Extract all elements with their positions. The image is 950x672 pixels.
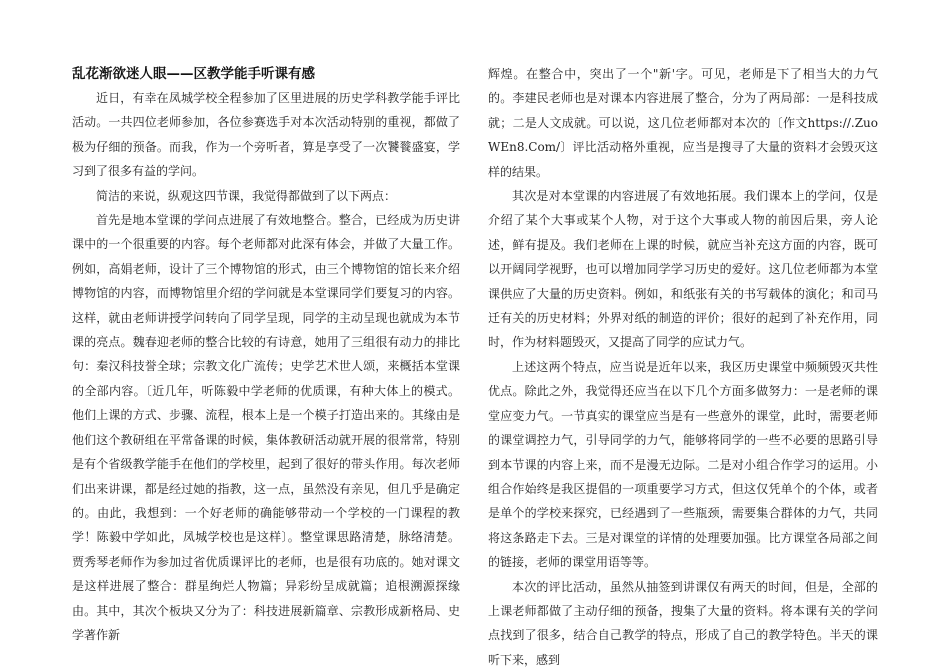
paragraph: 其次是对本堂课的内容进展了有效地拓展。我们课本上的学问，仅是介绍了某个大事或某个人物，对于这个大事或人物的前因后果，旁人论述，鲜有提及。我们老师在上课的时候，就应当补充这方面的内容，既可以开阔同学视野，也可以增加同学学习历史的爱好。这几位老师都为本堂课供应了大量的历史资料。例如，和纸张有关的书写载体的演化；和司马迁有关的历史材料；外界对纸的制造的评价；很好的起到了补充作用，同时，作为材料题毁灭，又提高了同学的应试力气。 xyxy=(488,189,878,350)
paragraph: 上述这两个特点，应当说是近年以来，我区历史课堂中频频毁灭共性优点。除此之外，我觉得还应当在以下几个方面多做努力：一是老师的课堂应变力气。一节真实的课堂应当是有一些意外的课堂，此时，需要老师的课堂调控力气，引导同学的力气，能够将同学的一些不必要的思路引导到本节课的内容上来，而不是漫无边际。二是对小组合作学习的运用。小组合作始终是我区提倡的一项重要学习方式，但这仅凭单个的个体，或者是单个的学校来探究，已经遇到了一些瓶颈，需要集合群体的力气，共同将这条路走下去。三是对课堂的详情的处理要加强。比方课堂各局部之间的链接，老师的课堂用语等等。 xyxy=(488,359,878,570)
left-column xyxy=(72,62,460,647)
paragraph: 本次的评比活动，虽然从抽签到讲课仅有两天的时间，但是，全部的上课老师都做了主动仔细的预备，搜集了大量的资料。将本课有关的学问点找到了很多，结合自己教学的特点，形成了自己的教学特色。半天的课听下来，感到 xyxy=(488,579,878,667)
paragraph-continuation: 辉煌。在整合中，突出了一个"新'字。可见，老师是下了相当大的力气的。李建民老师也是对课本内容进展了整合，分为了两局部：一是科技成就；二是人文成就。可以说，这几位老师都对本次的〔作文https://.ZuoWEn8.Com/〕评比活动格外重视，应当是搜寻了大量的资料才会毁灭这样的结果。 xyxy=(488,67,878,179)
paragraph: 近日，有幸在凤城学校全程参加了区里进展的历史学科教学能手评比活动。一共四位老师参加，各位参赛选手对本次活动特别的重视，都做了极为仔细的预备。而我，作为一个旁听者，算是享受了一次饕餮盛宴，学习到了很多有益的学问。 xyxy=(72,91,460,179)
document-title: 乱花渐欲迷人眼——区教学能手听课有感 xyxy=(72,66,315,82)
paragraph: 首先是地本堂课的学问点进展了有效地整合。整合，已经成为历史讲课中的一个很重要的内容。每个老师都对此深有体会，并做了大量工作。例如，高娟老师，设计了三个博物馆的形式，由三个博物馆的馆长来介绍博物馆的内容，而博物馆里介绍的学问就是本堂课同学们要复习的内容。这样，就由老师讲授学问转向了同学呈现，同学的主动呈现也就成为本节课的亮点。魏春迎老师的整合比较的有诗意，她用了三组很有动力的排比句：秦汉科技誉全球；宗教文化广流传；史学艺术世人颂，来概括本堂课的全部内容。〔近几年，听陈毅中学老师的优质课，有种大体上的模式。他们上课的方式、步骤、流程，根本上是一个模子打造出来的。其缘由是他们这个教研组在平常备课的时候，集体教研活动就开展的很常常，特别是有个省级教学能手在他们的学校里，起到了很好的带头作用。每次老师们出来讲课，都是经过她的指教，这一点，虽然没有亲见，但几乎是确定的。由此，我想到：一个好老师的确能够带动一个学校的一门课程的教学！陈毅中学如此，凤城学校也是这样〕。整堂课思路清楚，脉络清楚。贾秀琴老师作为参加过省优质课评比的老师，也是很有功底的。她对课文是这样进展了整合：群星绚烂人物篇；异彩纷呈成就篇；追根溯源探缘由。其中，其次个板块又分为了：科技进展新篇章、宗教形成新格局、史学著作新 xyxy=(72,213,460,642)
right-column xyxy=(488,62,878,672)
paragraph: 简洁的来说，纵观这四节课，我觉得都做到了以下两点： xyxy=(96,188,397,203)
